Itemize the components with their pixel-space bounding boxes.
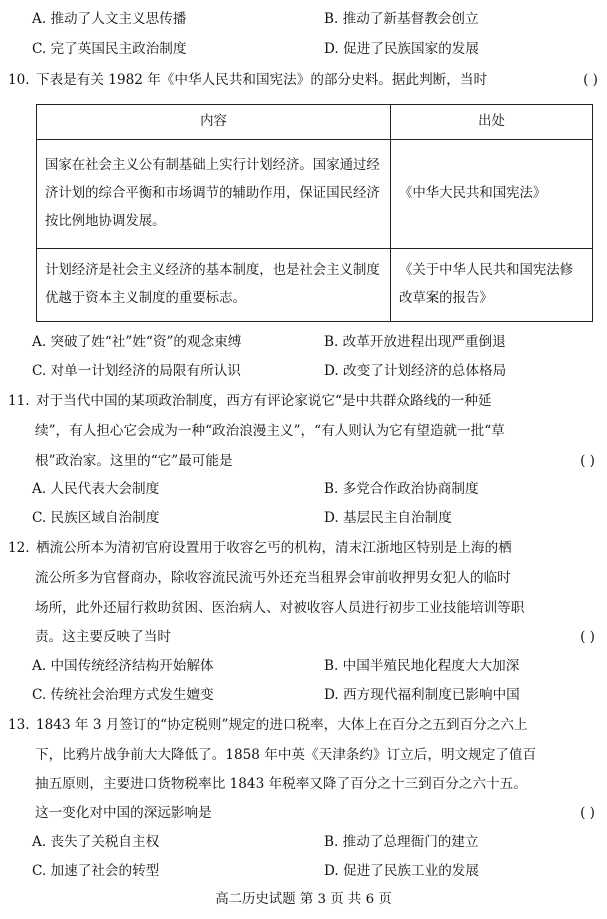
- q12-line-2: 流公所多为官督商办，除收容流民流丐外还充当租界会审前收押男女犯人的临时: [35, 570, 511, 586]
- q11-line-1: [8, 389, 598, 413]
- q11-option-b: B. 多党合作政治协商制度: [324, 481, 479, 497]
- q11-option-d: D. 基层民主自治制度: [324, 510, 452, 526]
- q11-answer-paren: ( ): [580, 453, 595, 469]
- table-header-source: 出处: [391, 105, 593, 140]
- q12-options-row-2: [32, 684, 592, 706]
- q13-text-line: 这一变化对中国的深远影响是: [35, 805, 212, 821]
- q10-options-row-2: [32, 360, 592, 382]
- q10-option-b: B. 改革开放进程出现严重倒退: [324, 334, 506, 350]
- q10-number: 10.: [8, 72, 30, 88]
- q12-options-row-1: [32, 655, 592, 677]
- q9-option-a: A. 推动了人文主义思传播: [32, 11, 187, 27]
- q12-text-line: 责。这主要反映了当时: [35, 629, 171, 645]
- q13-options-row-1: [32, 831, 592, 853]
- q12-number: 12.: [8, 540, 30, 556]
- q11-number: 11.: [8, 393, 30, 409]
- q13-line-4: [35, 801, 595, 825]
- q13-option-d: D. 促进了民族工业的发展: [324, 863, 479, 879]
- q10-stem: [8, 68, 598, 92]
- q13-option-c: C. 加速了社会的转型: [32, 863, 160, 879]
- q13-line-2: 下，比鸦片战争前大大降低了。1858 年中英《天津条约》订立后，明文规定了值百: [35, 747, 537, 763]
- table-cell-content: 国家在社会主义公有制基础上实行计划经济。国家通过经济计划的综合平衡和市场调节的辅助作用，保证国民经济按比例地协调发展。: [37, 140, 391, 249]
- q11-option-a: A. 人民代表大会制度: [32, 481, 160, 497]
- q12-line-3: 场所，此外还屇行救助贫困、医治病人、对被收容人员进行初步工业技能培训等职: [35, 600, 525, 616]
- q11-option-c: C. 民族区域自治制度: [32, 510, 160, 526]
- q11-options-row-2: [32, 507, 592, 529]
- q11-line-2: 续”，有人担心它会成为一种“政治浪漫主义”，“有人则认为它有望造就一批“草: [35, 423, 505, 439]
- q10-source-table: [36, 104, 593, 322]
- q9-option-d: D. 促进了民族国家的发展: [324, 41, 479, 57]
- q12-option-a: A. 中国传统经济结构开始解体: [32, 658, 214, 674]
- q9-options-row-1: [32, 8, 592, 30]
- q12-line-4: [35, 625, 595, 649]
- q13-option-a: A. 丧失了关税自主权: [32, 834, 160, 850]
- table-row: [37, 249, 593, 322]
- q9-option-c: C. 完了英国民主政治制度: [32, 41, 187, 57]
- q11-line-3: [35, 449, 595, 473]
- q12-option-b: B. 中国半殖民地化程度大大加深: [324, 658, 520, 674]
- q11-options-row-1: [32, 478, 592, 500]
- table-cell-content: 计划经济是社会主义经济的基本制度，也是社会主义制度优越于资本主义制度的重要标志。: [37, 249, 391, 322]
- q10-answer-paren: ( ): [583, 72, 598, 88]
- q11-text-line: 根”政治家。这里的“它”最可能是: [35, 453, 233, 469]
- q13-text-line: 1843 年 3 月签订的“协定税则”规定的进口税率，大体上在百分之五到百分之六上: [36, 717, 528, 733]
- q10-option-d: D. 改变了计划经济的总体格局: [324, 363, 507, 379]
- q13-line-3: 抽五原则，主要进口货物税率比 1843 年税率又降了百分之十三到百分之六十五。: [35, 776, 527, 792]
- q10-option-c: C. 对单一计划经济的局限有所认识: [32, 363, 241, 379]
- q13-line-1: [8, 713, 598, 737]
- q13-answer-paren: ( ): [580, 805, 595, 821]
- q9-options-row-2: [32, 38, 592, 60]
- table-header-row: [37, 105, 593, 140]
- page-footer: 高二历史试题 第 3 页 共 6 页: [215, 892, 392, 907]
- q9-option-b: B. 推动了新基督教会创立: [324, 11, 479, 27]
- q12-text-line: 栖流公所本为清初官府设置用于收容乞丐的机构，清末江浙地区特别是上海的栖: [36, 540, 512, 556]
- q12-answer-paren: ( ): [580, 629, 595, 645]
- q13-options-row-2: [32, 860, 592, 882]
- q10-options-row-1: [32, 331, 592, 353]
- table-cell-source: 《关于中华人民共和国宪法修改草案的报告》: [391, 249, 593, 322]
- q13-number: 13.: [8, 717, 30, 733]
- q13-option-b: B. 推动了总理衙门的建立: [324, 834, 479, 850]
- q10-option-a: A. 突破了姓“社”姓“资”的观念束缚: [32, 334, 242, 350]
- table-header-content: 内容: [37, 105, 391, 140]
- q12-line-1: [8, 536, 598, 560]
- table-cell-source: 《中华大民共和国宪法》: [391, 140, 593, 249]
- q12-option-d: D. 西方现代福利制度已影响中国: [324, 687, 520, 703]
- table-row: [37, 140, 593, 249]
- q12-option-c: C. 传统社会治理方式发生嬗变: [32, 687, 214, 703]
- q10-stem-text: 下表是有关 1982 年《中华人民共和国宪法》的部分史料。据此判断，当时: [36, 72, 488, 88]
- q11-text-line: 对于当代中国的某项政治制度，西方有评论家说它“是中共群众路线的一种延: [36, 393, 492, 409]
